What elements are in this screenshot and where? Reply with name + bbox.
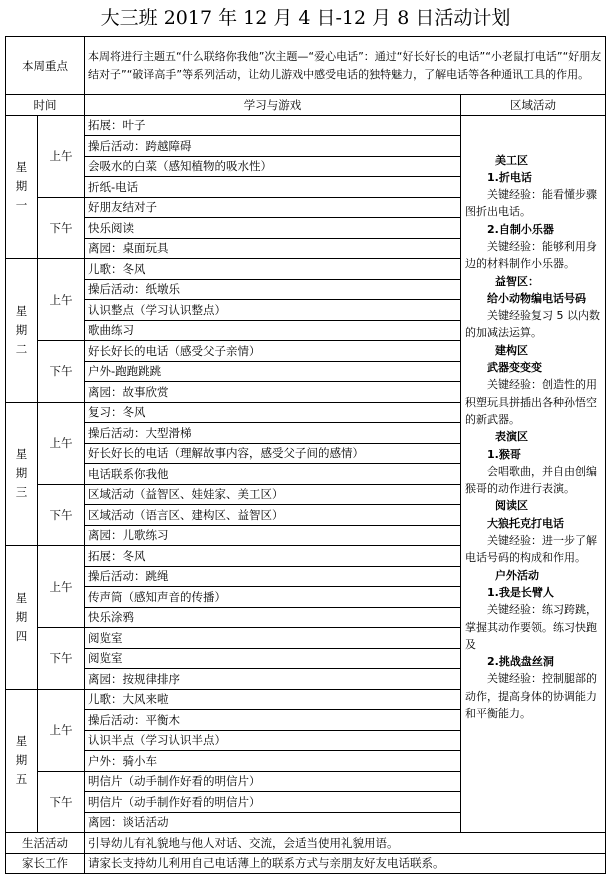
activity-cell: 离园：桌面玩具 <box>85 238 461 259</box>
region-line: 关键经验：能看懂步骤图折出电话。 <box>465 188 597 219</box>
region-line: 户外活动 <box>495 568 539 582</box>
activity-cell: 离园：儿歌练习 <box>85 525 461 546</box>
activity-cell: 好长好长的电话（理解故事内容，感受父子间的感情） <box>85 443 461 464</box>
activity-cell: 操后活动：跳绳 <box>85 566 461 587</box>
activity-cell: 离园：按规律排序 <box>85 669 461 690</box>
focus-label: 本周重点 <box>6 37 85 95</box>
region-line: 表演区 <box>495 430 528 444</box>
parent-text: 请家长支持幼儿利用自己电话薄上的联系方式与亲朋友好友电话联系。 <box>85 853 606 874</box>
region-line: 1.我是长臂人 <box>487 585 554 599</box>
pm-label: 下午 <box>38 197 85 259</box>
region-line: 大狼托克打电话 <box>487 516 564 530</box>
life-label: 生活活动 <box>6 833 85 854</box>
region-line: 会唱歌曲，并自由创编猴哥的动作进行表演。 <box>465 464 597 496</box>
day-label: 星期一 <box>6 115 38 259</box>
activity-cell: 离园：故事欣赏 <box>85 382 461 403</box>
activity-cell: 明信片（动手制作好看的明信片） <box>85 771 461 792</box>
day-label: 星期三 <box>6 402 38 546</box>
pm-label: 下午 <box>38 341 85 403</box>
activity-cell: 拓展：冬风 <box>85 546 461 567</box>
activity-cell: 阅览室 <box>85 628 461 649</box>
activity-cell: 歌曲练习 <box>85 320 461 341</box>
activity-cell: 操后活动：跨越障碍 <box>85 136 461 157</box>
activity-cell: 认识整点（学习认识整点） <box>85 300 461 321</box>
pm-label: 下午 <box>38 771 85 833</box>
activity-cell: 操后活动：平衡木 <box>85 710 461 731</box>
activity-cell: 区域活动（语言区、建构区、益智区） <box>85 505 461 526</box>
region-activities <box>461 115 606 833</box>
activity-cell: 离园：谈话活动 <box>85 812 461 833</box>
activity-cell: 好长好长的电话（感受父子亲情） <box>85 341 461 362</box>
am-label: 上午 <box>38 546 85 628</box>
day-label: 星期四 <box>6 546 38 690</box>
region-line: 武器变变变 <box>487 361 542 375</box>
region-line: 给小动物编电话号码 <box>487 291 586 305</box>
region-header: 区域活动 <box>461 95 606 116</box>
activity-cell: 快乐涂鸦 <box>85 607 461 628</box>
day-label: 星期二 <box>6 259 38 403</box>
activity-cell: 复习：冬风 <box>85 402 461 423</box>
am-label: 上午 <box>38 259 85 341</box>
plan-table <box>5 36 606 874</box>
region-line: 关键经验：练习跨跳，掌握其动作要领。练习快跑及 <box>465 603 597 651</box>
am-label: 上午 <box>38 402 85 484</box>
region-line: 1.猴哥 <box>487 447 521 461</box>
activity-cell: 传声筒（感知声音的传播） <box>85 587 461 608</box>
activity-cell: 明信片（动手制作好看的明信片） <box>85 792 461 813</box>
region-line: 关键经验：控制腿部的动作，提高身体的协调能力和平衡能力。 <box>465 672 597 720</box>
parent-label: 家长工作 <box>6 853 85 874</box>
activity-cell: 儿歌：冬风 <box>85 259 461 280</box>
region-line: 2.挑战盘丝洞 <box>487 655 554 669</box>
pm-label: 下午 <box>38 484 85 546</box>
activity-cell: 儿歌：大风来啦 <box>85 689 461 710</box>
activity-cell: 快乐阅读 <box>85 218 461 239</box>
region-line: 1.折电话 <box>487 170 532 184</box>
region-line: 关键经验：创造性的用积塑玩具拼插出各种孙悟空的新武器。 <box>465 378 597 426</box>
am-label: 上午 <box>38 689 85 771</box>
time-header: 时间 <box>6 95 85 116</box>
activity-cell: 阅览室 <box>85 648 461 669</box>
region-line: 关键经验复习 5 以内数的加减法运算。 <box>465 309 600 340</box>
region-line: 关键经验：能够利用身边的材料制作小乐器。 <box>465 239 597 271</box>
activity-cell: 认识半点（学习认识半点） <box>85 730 461 751</box>
region-line: 建构区 <box>495 343 528 357</box>
region-line: 美工区 <box>495 153 528 167</box>
region-line: 关键经验：进一步了解电话号码的构成和作用。 <box>465 534 597 565</box>
am-label: 上午 <box>38 115 85 197</box>
focus-text: 本周将进行主题五“什么联络你我他”次主题—“爱心电话”：通过“好长好长的电话”“小老鼠打电话”“好朋友结对子”“破译高手”等系列活动，让幼儿游戏中感受电话的独特魅力，了解电话等各种通讯工具的作用。 <box>85 37 606 95</box>
activity-cell: 会吸水的白菜（感知植物的吸水性） <box>85 156 461 177</box>
page-title: 大三班 2017 年 12 月 4 日-12 月 8 日活动计划 <box>100 7 511 29</box>
region-line: 2.自制小乐器 <box>487 222 554 236</box>
study-header: 学习与游戏 <box>85 95 461 116</box>
activity-cell: 电话联系你我他 <box>85 464 461 485</box>
activity-cell: 好朋友结对子 <box>85 197 461 218</box>
pm-label: 下午 <box>38 628 85 690</box>
activity-cell: 折纸-电话 <box>85 177 461 198</box>
region-line: 阅读区 <box>495 499 528 513</box>
activity-cell: 操后活动：纸墩乐 <box>85 279 461 300</box>
activity-cell: 户外-跑跑跳跳 <box>85 361 461 382</box>
region-line: 益智区： <box>495 274 539 288</box>
activity-cell: 户外：骑小车 <box>85 751 461 772</box>
day-label: 星期五 <box>6 689 38 833</box>
activity-cell: 拓展：叶子 <box>85 115 461 136</box>
life-text: 引导幼儿有礼貌地与他人对话、交流，会适当使用礼貌用语。 <box>85 833 606 854</box>
activity-cell: 区域活动（益智区、娃娃家、美工区） <box>85 484 461 505</box>
activity-cell: 操后活动：大型滑梯 <box>85 423 461 444</box>
